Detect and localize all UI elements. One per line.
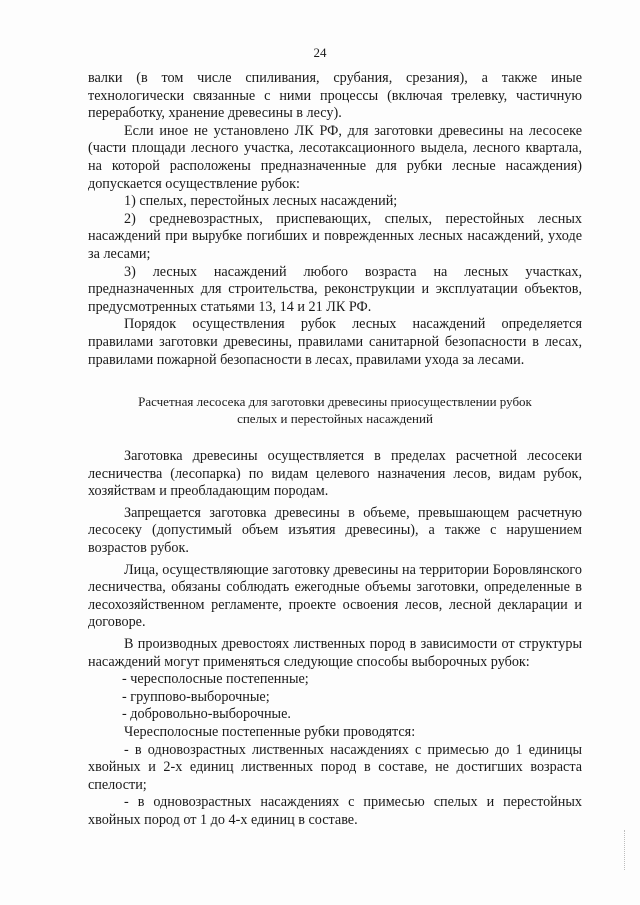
method-item: - чересполосные постепенные; (122, 671, 309, 688)
section-heading-line-2: спелых и перестойных насаждений (237, 411, 433, 427)
paragraph-obligations: Лица, осуществляющие заготовку древесины на территории Боровлянского лесничества, обязаны соблюдать ежегодные объемы заготовки, определенные в лесохозяйственном регламенте, проекте освоения лесов, лесной декларации и договоре. (88, 561, 582, 631)
paragraph-prohibition: Запрещается заготовка древесины в объеме, превышающем расчетную лесосеку (допустимый объем изъятия древесины), а также с нарушением возрастов рубок. (88, 504, 582, 557)
list-item-1: 1) спелых, перестойных лесных насаждений; (124, 193, 398, 210)
strip-item: - в одновозрастных лиственных насаждениях с примесью до 1 единицы хвойных и 2-х единиц лиственных пород в составе, не достигших возраста спелости; (88, 741, 582, 793)
section-heading (88, 393, 582, 427)
paragraph-allowable-cut: Заготовка древесины осуществляется в пределах расчетной лесосеки лесничества (лесопарка) по видам целевого назначения лесов, видам рубок, хозяйствам и преобладающим породам. (88, 448, 582, 500)
paragraph-continuation: валки (в том числе спиливания, срубания, срезания), а также иные технологически связанные с ними процессы (включая трелевку, частичную переработку, хранение древесины в лесу). (88, 70, 582, 122)
paragraph-cutting-permission: Если иное не установлено ЛК РФ, для заготовки древесины на лесосеке (части площади лесного участка, лесотаксационного выдела, лесного квартала, на которой расположены предназначенные для рубки лесные насаждения) допускается осуществление рубок: (88, 122, 582, 192)
method-item: - группово-выборочные; (122, 688, 270, 705)
list-item-3: 3) лесных насаждений любого возраста на лесных участках, предназначенных для строительства, реконструкции и эксплуатации объектов, предусмотренных статьями 13, 14 и 21 ЛК РФ. (88, 263, 582, 315)
scan-margin-mark (624, 830, 627, 870)
page-number: 24 (313, 45, 327, 60)
paragraph-cutting-order: Порядок осуществления рубок лесных насаждений определяется правилами заготовки древесины, правилами санитарной безопасности в лесах, правилами пожарной безопасности в лесах, правилами ухода за лесами. (88, 316, 582, 368)
paragraph-strip-intro: Чересполосные постепенные рубки проводятся: (124, 724, 416, 740)
paragraph-selective-cutting: В производных древостоях лиственных пород в зависимости от структуры насаждений могут применяться следующие способы выборочных рубок: (88, 636, 582, 670)
document-body (88, 70, 582, 830)
strip-item: - в одновозрастных насаждениях с примесью спелых и перестойных хвойных пород от 1 до 4-х единиц в составе. (88, 794, 582, 828)
section-heading-line-1: Расчетная лесосека для заготовки древесины приосуществлении рубок (138, 394, 532, 410)
list-item-2: 2) средневозрастных, приспевающих, спелых, перестойных лесных насаждений при вырубке погибших и поврежденных лесных насаждений, уходе за лесами; (88, 210, 582, 262)
method-item: - добровольно-выборочные. (122, 706, 291, 723)
